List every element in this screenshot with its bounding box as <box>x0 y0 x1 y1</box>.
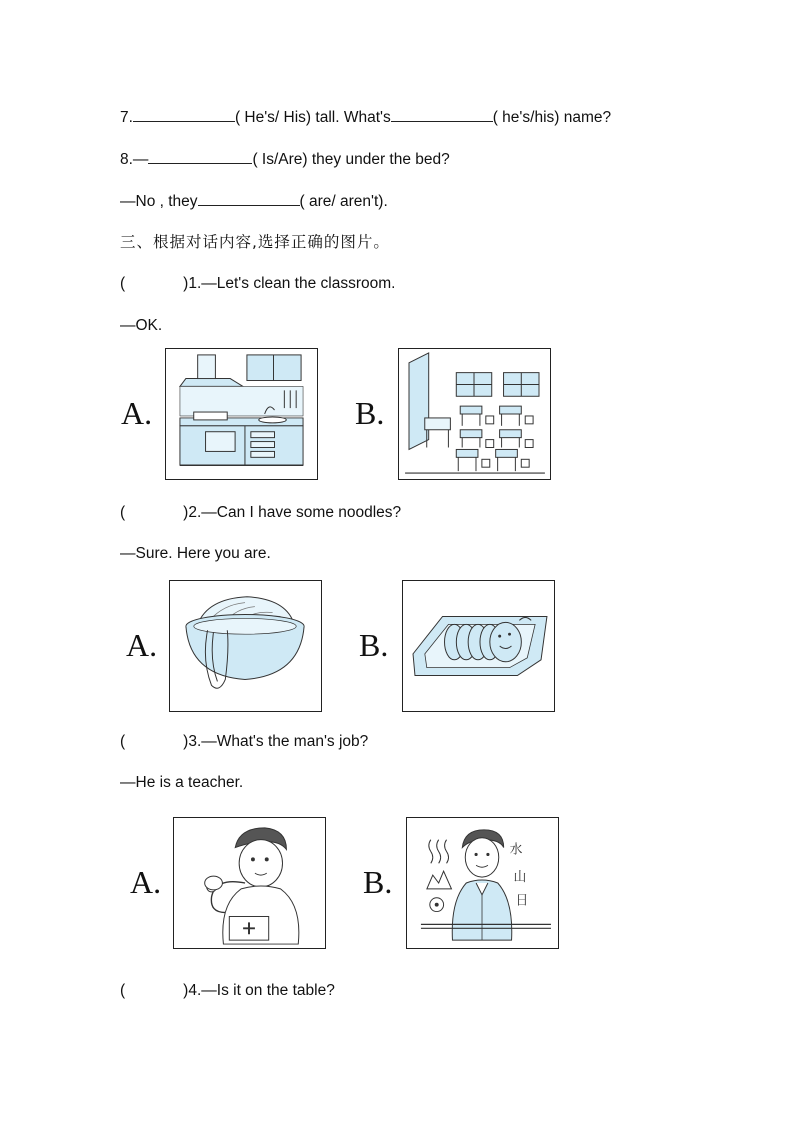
picture-question-2 <box>120 503 401 523</box>
option-b-label: B. <box>359 627 389 663</box>
question-4-prompt: )4.—Is it on the table? <box>183 982 335 999</box>
svg-text:日: 日 <box>515 893 529 909</box>
kitchen-picture[interactable] <box>165 348 318 480</box>
question-7 <box>120 107 611 128</box>
question-7-text-1: ( He's/ His) tall. What's <box>234 109 391 126</box>
answer-bracket-open: ( <box>120 982 126 999</box>
question-8-answer <box>120 191 388 212</box>
question-2-reply: —Sure. Here you are. <box>120 545 271 562</box>
question-7-number: 7. <box>120 109 133 126</box>
picture-question-1 <box>120 274 395 294</box>
option-a-label: A. <box>130 864 162 900</box>
question-8 <box>120 149 450 170</box>
answer-blank-8a[interactable] <box>148 149 252 164</box>
question-3-prompt: )3.—What's the man's job? <box>183 733 369 750</box>
kitchen-illustration <box>166 349 317 479</box>
picture-question-4 <box>120 981 335 1001</box>
option-b-label: B. <box>363 864 393 900</box>
svg-text:水: 水 <box>509 842 523 858</box>
teacher-illustration <box>407 818 558 948</box>
teacher-picture[interactable] <box>406 817 559 949</box>
answer-blank-7a[interactable] <box>133 107 235 122</box>
noodles-bowl-picture[interactable] <box>169 580 322 712</box>
answer-bracket-open: ( <box>120 733 126 750</box>
fish-plate-picture[interactable] <box>402 580 555 712</box>
question-7-text-2: ( he's/his) name? <box>492 109 612 126</box>
option-a-label: A. <box>121 395 153 431</box>
answer-bracket-open: ( <box>120 275 126 292</box>
question-8-text: ( Is/Are) they under the bed? <box>252 151 450 168</box>
option-a-label: A. <box>126 627 158 663</box>
answer-blank-7b[interactable] <box>391 107 493 122</box>
question-1-reply: —OK. <box>120 317 163 334</box>
svg-text:山: 山 <box>513 870 527 886</box>
classroom-illustration <box>399 349 550 479</box>
fish-plate-illustration <box>403 581 554 711</box>
picture-question-3 <box>120 732 368 752</box>
question-3-reply: —He is a teacher. <box>120 774 244 791</box>
classroom-picture[interactable] <box>398 348 551 480</box>
section-3-heading: 三、根据对话内容,选择正确的图片。 <box>120 233 390 251</box>
noodles-illustration <box>170 581 321 711</box>
question-2-prompt: )2.—Can I have some noodles? <box>183 504 402 521</box>
question-8-answer-prefix: —No , they <box>120 193 198 210</box>
question-1-prompt: )1.—Let's clean the classroom. <box>183 275 396 292</box>
doctor-illustration <box>174 818 325 948</box>
question-8-answer-suffix: ( are/ aren't). <box>299 193 388 210</box>
doctor-picture[interactable] <box>173 817 326 949</box>
question-8-number: 8.— <box>120 151 149 168</box>
answer-bracket-open: ( <box>120 504 126 521</box>
answer-blank-8b[interactable] <box>198 191 300 206</box>
option-b-label: B. <box>355 395 385 431</box>
